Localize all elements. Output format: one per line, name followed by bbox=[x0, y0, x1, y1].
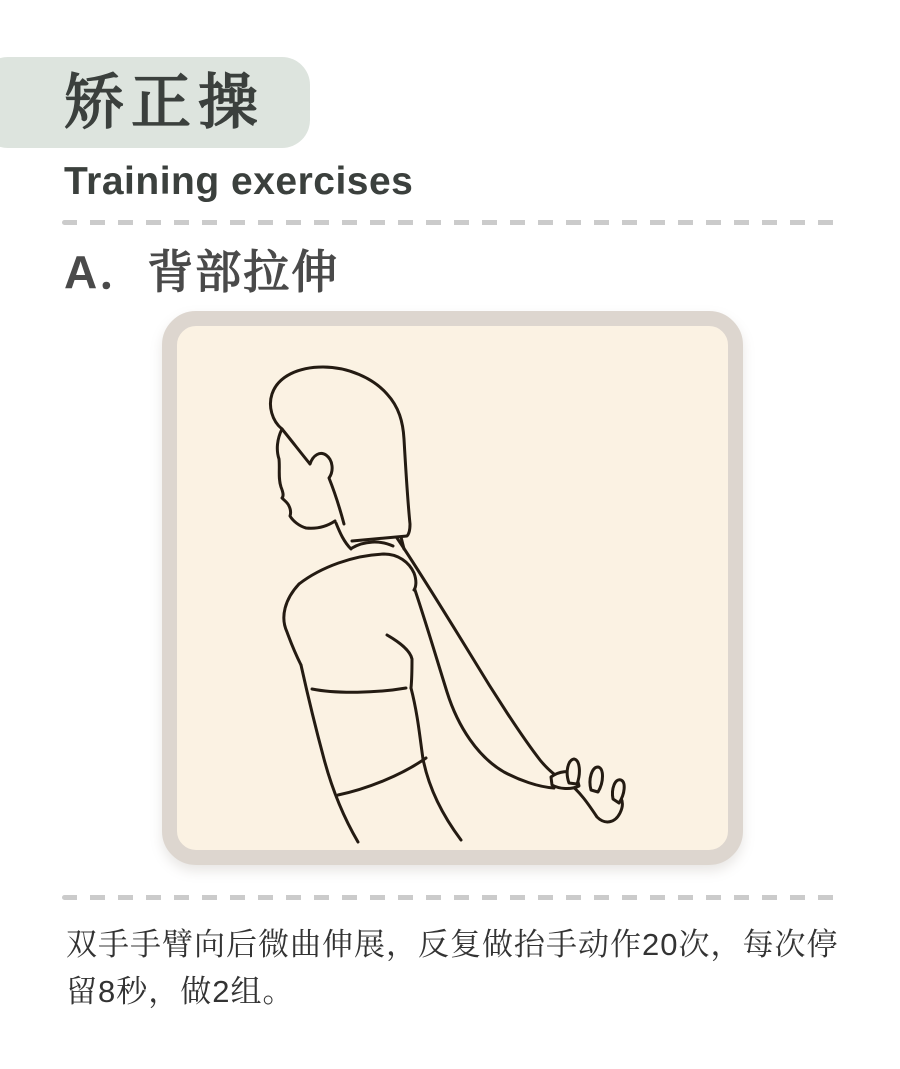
bottom-dashed-divider bbox=[62, 895, 836, 900]
exercise-instructions bbox=[66, 921, 858, 1015]
exercise-illustration-card bbox=[162, 311, 743, 865]
page-title: 矫正操 bbox=[64, 68, 265, 136]
page-subtitle: Training exercises bbox=[64, 160, 414, 203]
instruction-line-2: 留8秒，做2组。 bbox=[66, 974, 295, 1009]
title-pill bbox=[0, 57, 310, 148]
instruction-line-1: 双手手臂向后微曲伸展，反复做抬手动作20次，每次停 bbox=[66, 927, 839, 962]
back-stretch-figure-illustration bbox=[177, 326, 728, 850]
section-heading: A．背部拉伸 bbox=[64, 246, 340, 298]
top-dashed-divider bbox=[62, 220, 836, 225]
